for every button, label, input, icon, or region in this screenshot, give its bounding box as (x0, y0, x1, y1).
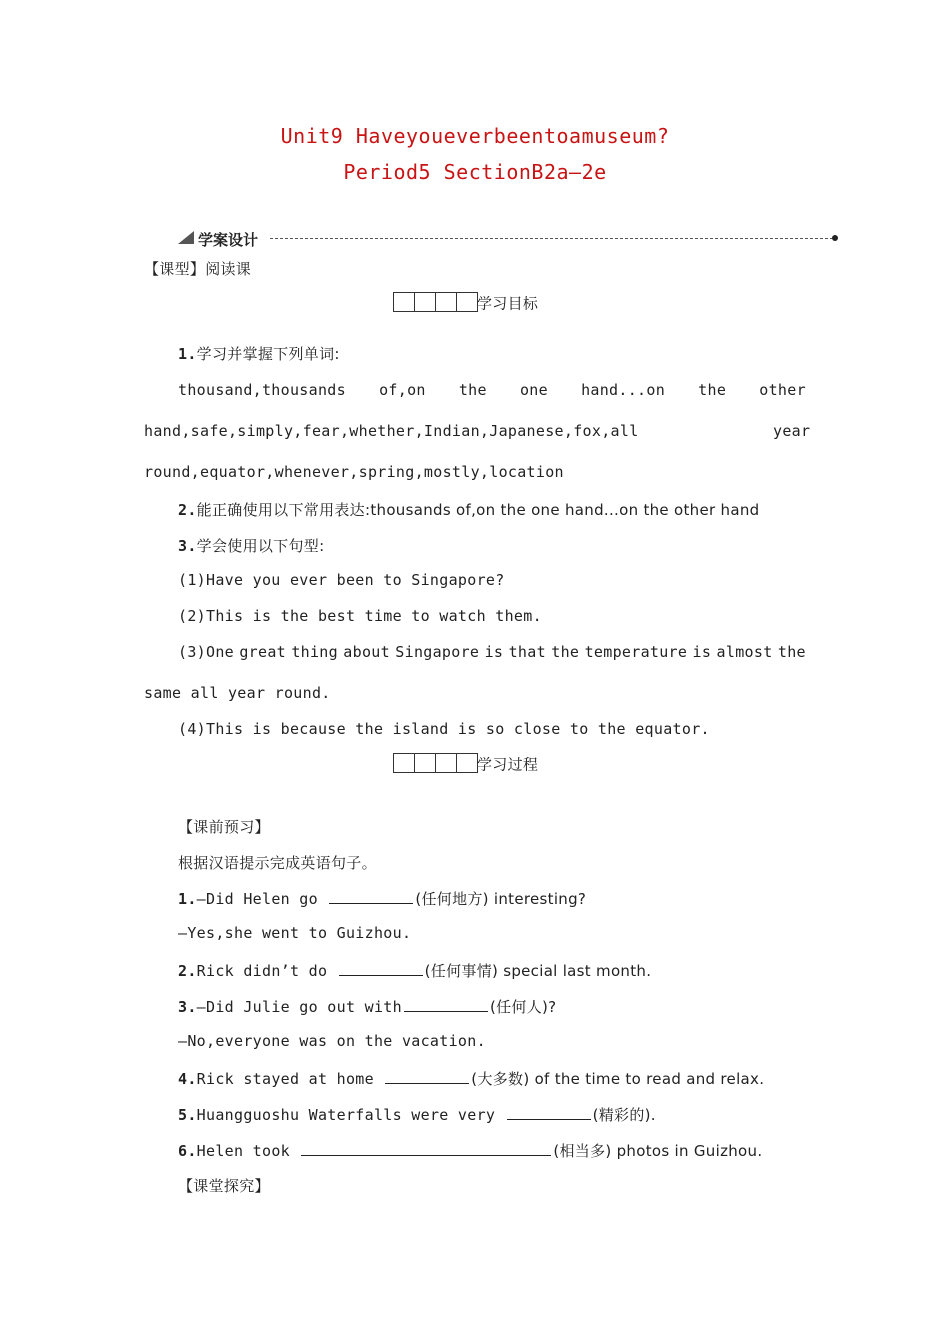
class-heading: 【课堂探究】 (178, 1177, 270, 1195)
word: other (759, 381, 806, 399)
lesson-type: 【课型】阅读课 (144, 260, 252, 278)
word: (3)One (178, 643, 234, 661)
question-3b: —No,everyone was on the vacation. (178, 1032, 486, 1050)
sentence-3-line2: same all year round. (144, 684, 331, 702)
words-line-2-left: hand,safe,simply,fear,whether,Indian,Japanese,fox,all (144, 422, 639, 440)
word: that (508, 643, 546, 661)
question-5: 5.Huangguoshu Waterfalls were very (精彩的). (178, 1106, 656, 1124)
instruction: 根据汉语提示完成英语句子。 (178, 854, 377, 872)
word: almost (716, 643, 773, 661)
answer-blank[interactable] (507, 1105, 591, 1120)
answer-blank[interactable] (329, 889, 413, 904)
word: about (343, 643, 390, 661)
question-4: 4.Rick stayed at home (大多数) of the time to read and relax. (178, 1070, 765, 1088)
word: the (777, 643, 806, 661)
sentence-4: (4)This is because the island is so close to the equator. (178, 720, 710, 738)
word: thousand,thousands (178, 381, 346, 399)
process-heading-block (393, 753, 538, 777)
box-decoration-icon (393, 753, 477, 777)
goal-item-1: 1.学习并掌握下列单词: (178, 345, 340, 363)
goal-item-3: 3.学会使用以下句型: (178, 537, 325, 555)
question-6: 6.Helen took (相当多) photos in Guizhou. (178, 1142, 763, 1160)
word: temperature (584, 643, 688, 661)
answer-blank[interactable] (404, 997, 488, 1012)
process-heading: 学习过程 (477, 755, 539, 774)
triangle-icon (178, 231, 194, 244)
word: one (519, 381, 548, 399)
divider-line (270, 238, 833, 239)
words-line-3: round,equator,whenever,spring,mostly,location (144, 463, 564, 481)
word: thing (291, 643, 338, 661)
preview-heading: 【课前预习】 (178, 818, 270, 836)
page-title-line1: Unit9 Haveyoueverbeentoamuseum? (280, 124, 670, 148)
question-1b: —Yes,she went to Guizhou. (178, 924, 412, 942)
answer-blank[interactable] (301, 1141, 551, 1156)
answer-blank[interactable] (339, 961, 423, 976)
words-line-2-right: year (773, 422, 811, 440)
sentence-3-line1 (178, 643, 806, 661)
page-title-line2: Period5 SectionB2a—2e (343, 160, 607, 184)
word: hand...on (581, 381, 666, 399)
words-line-1 (178, 381, 806, 399)
goals-heading: 学习目标 (477, 294, 539, 313)
goal-item-2-text: 能正确使用以下常用表达:thousands of,on the one hand...on the other hand (196, 501, 760, 519)
sentence-1: (1)Have you ever been to Singapore? (178, 571, 505, 589)
word: the (551, 643, 580, 661)
answer-blank[interactable] (385, 1069, 469, 1084)
goals-heading-block (393, 292, 538, 316)
word: Singapore (395, 643, 480, 661)
question-1a: 1.—Did Helen go (任何地方) interesting? (178, 890, 587, 908)
sentence-2: (2)This is the best time to watch them. (178, 607, 542, 625)
word: the (698, 381, 727, 399)
goal-item-3-text: 学会使用以下句型: (196, 537, 325, 555)
goal-item-1-text: 学习并掌握下列单词: (196, 345, 340, 363)
word: is (692, 643, 712, 661)
word: is (484, 643, 504, 661)
word: the (458, 381, 487, 399)
box-decoration-icon (393, 292, 477, 316)
question-3a: 3.—Did Julie go out with (任何人)? (178, 998, 557, 1016)
goal-item-2: 2.能正确使用以下常用表达:thousands of,on the one hand...on the other hand (178, 501, 760, 519)
question-2: 2.Rick didn’t do (任何事情) special last month. (178, 962, 652, 980)
word: of,on (379, 381, 426, 399)
design-heading: 学案设计 (198, 231, 259, 249)
word: great (239, 643, 286, 661)
divider-dot-icon (832, 235, 838, 241)
